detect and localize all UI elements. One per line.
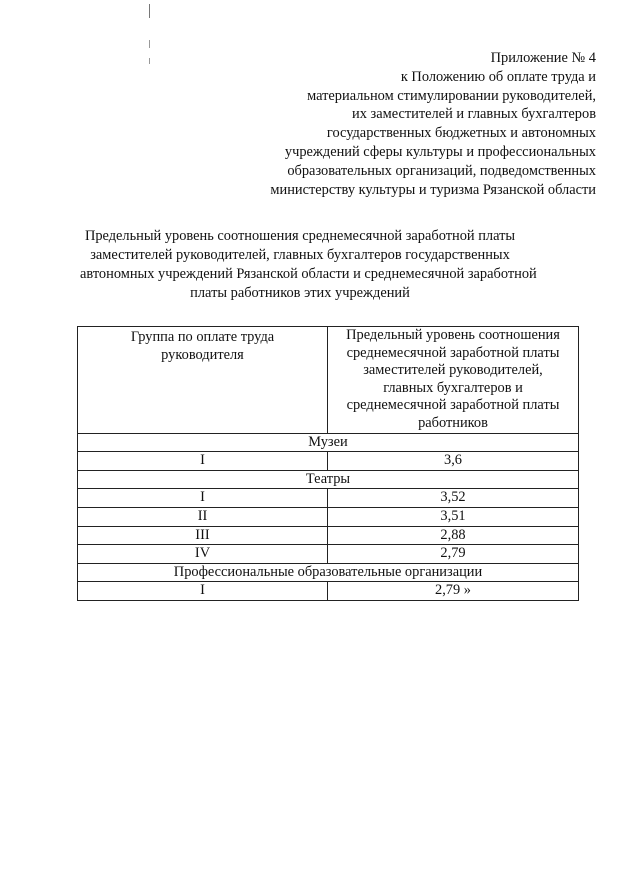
title-line: Предельный уровень соотношения среднемесячной заработной платы xyxy=(84,228,516,244)
header-text-line: заместителей руководителей, xyxy=(363,362,543,379)
table-row xyxy=(78,507,579,526)
appendix-line: министерству культуры и туризма Рязанской области xyxy=(270,181,596,198)
appendix-line: их заместителей и главных бухгалтеров xyxy=(352,106,596,123)
appendix-line: учреждений сферы культуры и профессиональных xyxy=(284,143,596,160)
ratio-cell: 3,51 xyxy=(328,507,579,526)
table-row xyxy=(78,582,579,601)
table-row xyxy=(78,545,579,564)
ratio-cell: 2,79 xyxy=(328,545,579,564)
ratio-cell: 2,88 xyxy=(328,526,579,545)
group-cell: III xyxy=(78,526,328,545)
header-group-cell xyxy=(78,327,328,434)
header-text-line: Предельный уровень соотношения xyxy=(346,327,560,343)
header-text-line: главных бухгалтеров и xyxy=(383,379,523,396)
ratio-cell: 2,79 » xyxy=(328,582,579,601)
header-text-line: Группа по оплате труда xyxy=(130,329,275,345)
header-text-line: руководителя xyxy=(161,346,244,363)
appendix-line: образовательных организаций, подведомственных xyxy=(287,162,596,179)
header-text-line: среднемесячной заработной платы xyxy=(346,344,560,361)
group-cell: II xyxy=(78,507,328,526)
header-ratio-cell xyxy=(328,327,579,434)
table-row xyxy=(78,489,579,508)
header-text-line: среднемесячной заработной платы xyxy=(346,397,560,414)
section-row xyxy=(78,563,579,582)
appendix-line: государственных бюджетных и автономных xyxy=(326,125,596,142)
section-row xyxy=(78,433,579,452)
title-line: заместителей руководителей, главных бухгалтеров государственных xyxy=(90,247,510,263)
title-line: автономных учреждений Рязанской области и среднемесячной заработной xyxy=(80,266,537,282)
group-cell: IV xyxy=(78,545,328,564)
document-title xyxy=(80,227,537,303)
section-title: Театры xyxy=(78,470,579,489)
group-cell: I xyxy=(78,489,328,508)
table-row xyxy=(78,452,579,471)
group-cell: I xyxy=(78,452,328,471)
ratio-cell: 3,6 xyxy=(328,452,579,471)
title-line: платы работников этих учреждений xyxy=(190,285,410,301)
table-row xyxy=(78,526,579,545)
appendix-header xyxy=(176,49,596,199)
scan-fold-mark xyxy=(149,58,150,64)
scan-fold-mark xyxy=(149,4,150,18)
group-cell: I xyxy=(78,582,328,601)
section-title: Музеи xyxy=(78,433,579,452)
header-text-line: работников xyxy=(418,414,488,431)
ratio-cell: 3,52 xyxy=(328,489,579,508)
ratio-limits-table xyxy=(77,326,579,601)
appendix-line: Приложение № 4 xyxy=(490,50,596,66)
appendix-line: материальном стимулировании руководителей, xyxy=(307,87,596,104)
table-header-row xyxy=(78,327,579,434)
section-title: Профессиональные образовательные организации xyxy=(78,563,579,582)
appendix-line: к Положению об оплате труда и xyxy=(400,68,596,85)
section-row xyxy=(78,470,579,489)
scan-fold-mark xyxy=(149,40,150,48)
